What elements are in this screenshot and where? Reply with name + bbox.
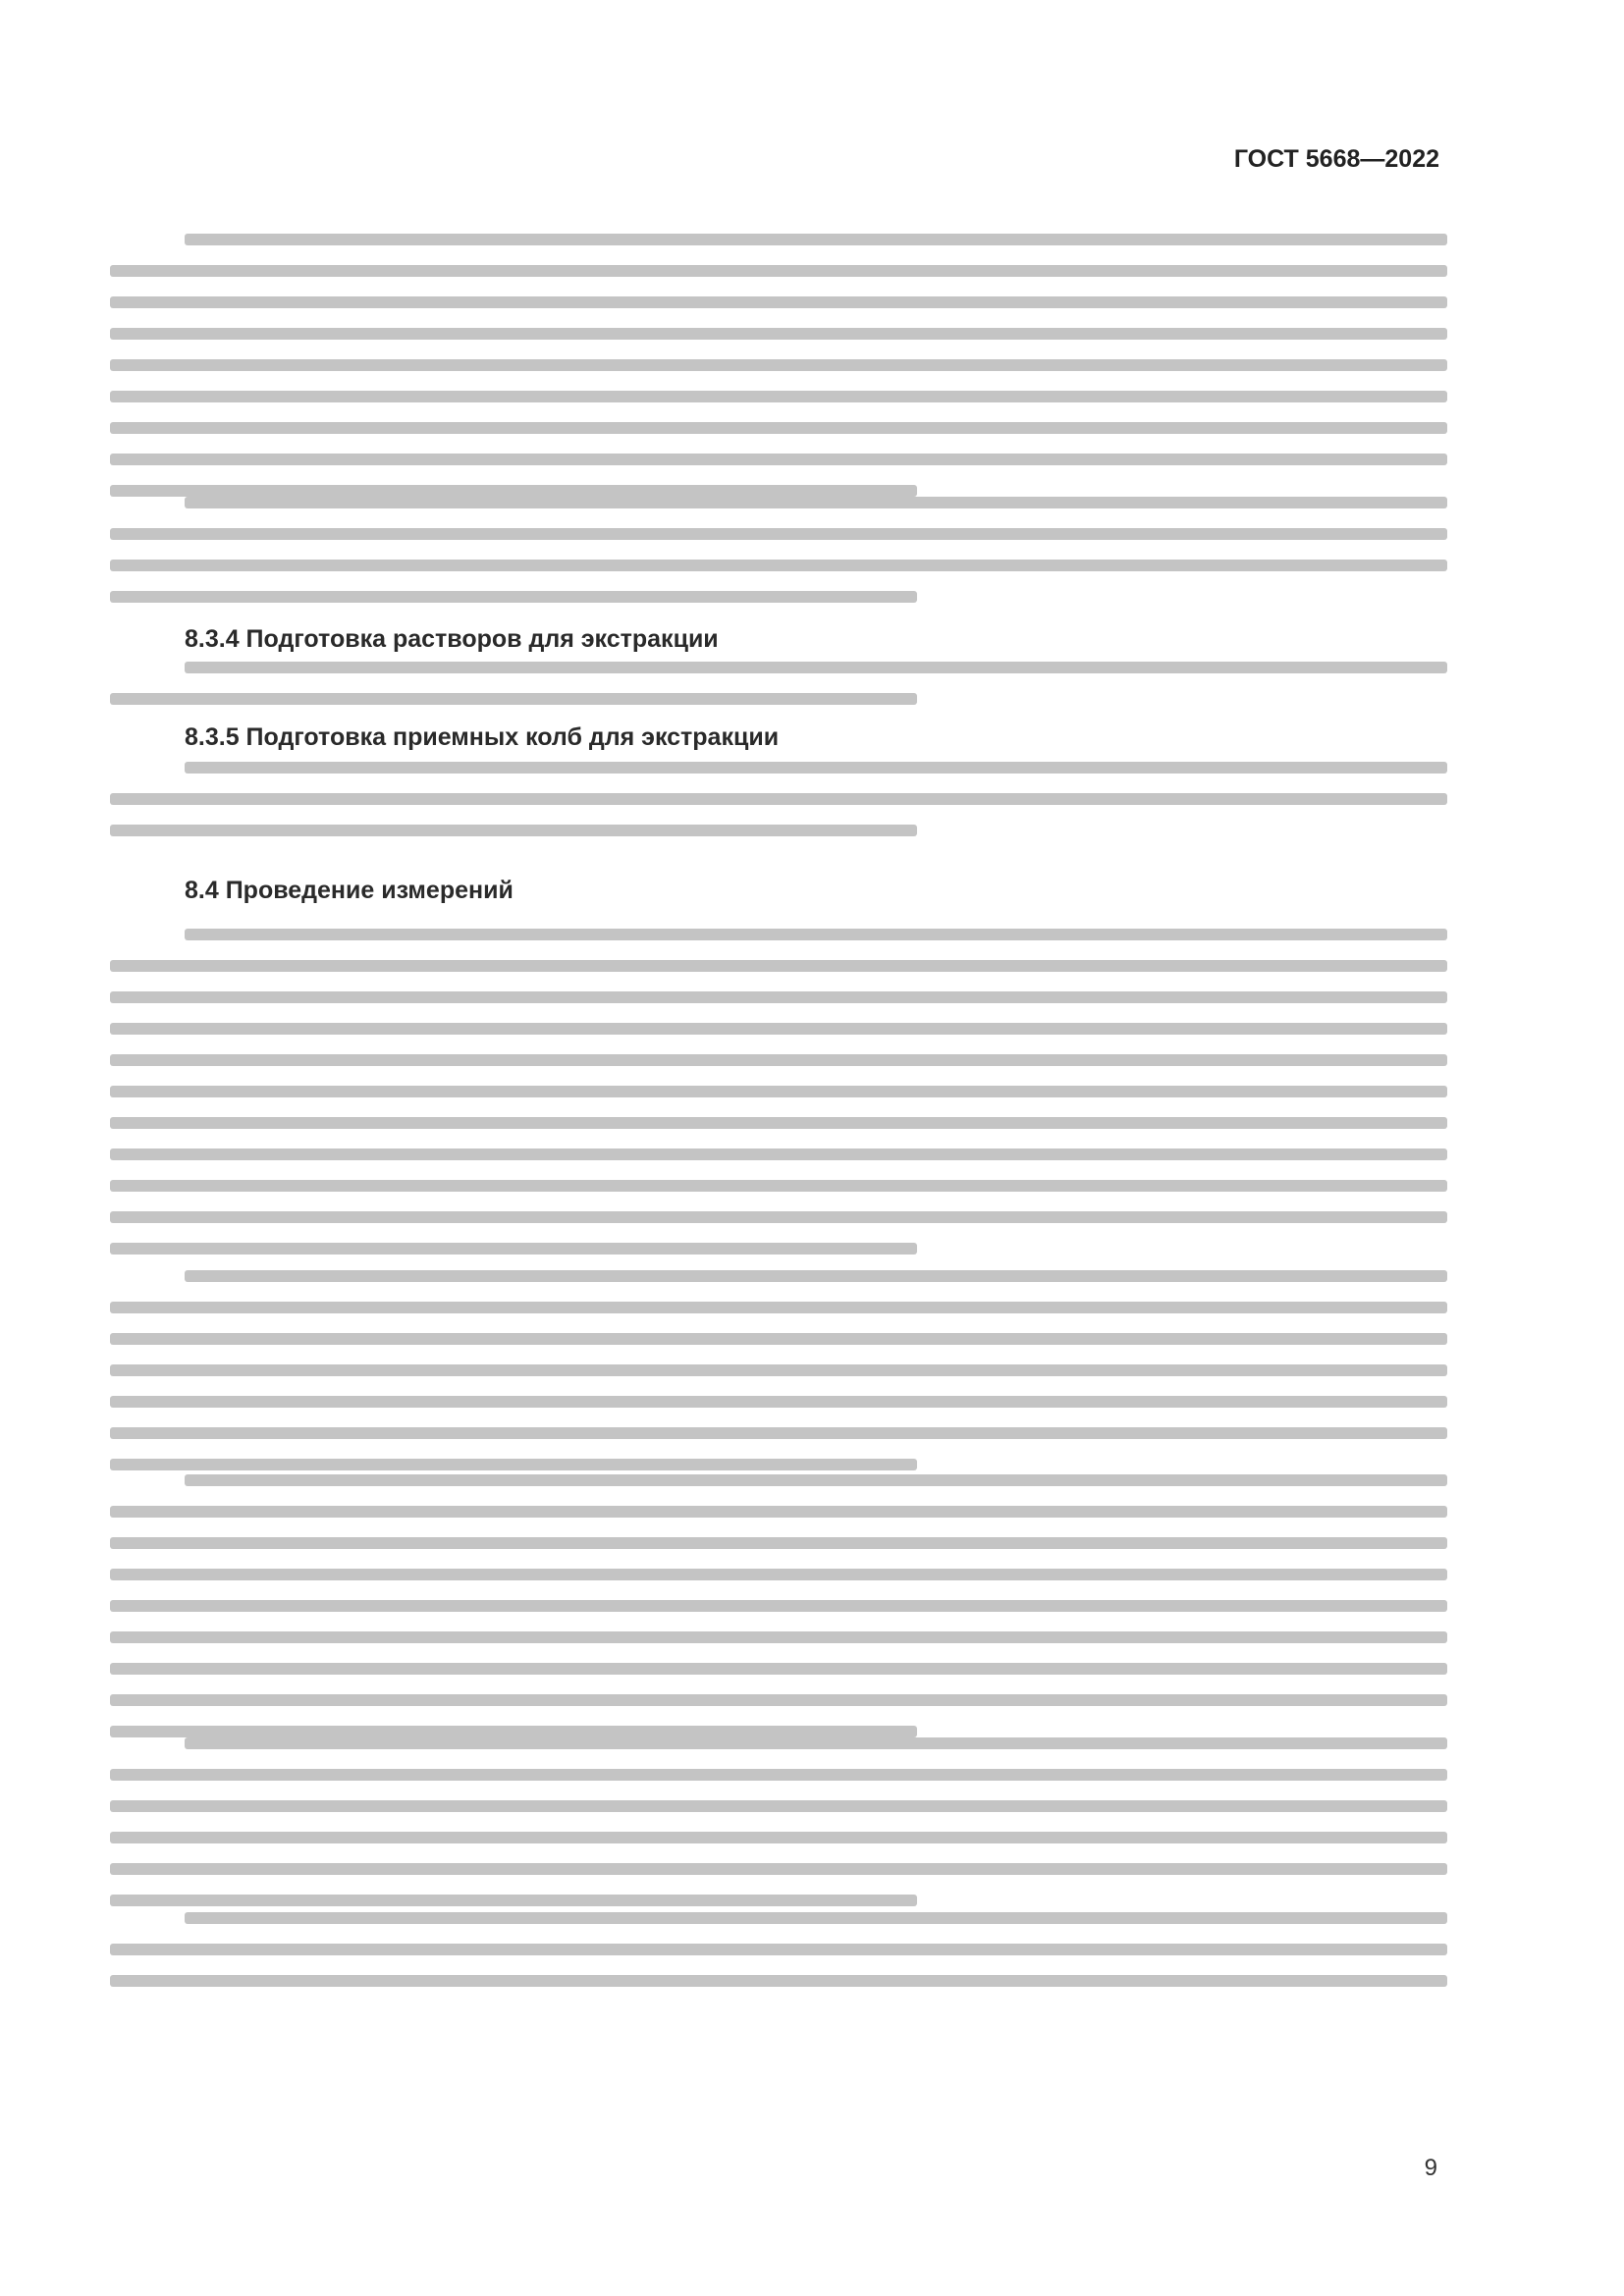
text-block [110, 497, 1447, 622]
section-heading: 8.3.4 Подготовка растворов для экстракции [185, 625, 719, 653]
text-block [110, 762, 1447, 856]
document-number: ГОСТ 5668—2022 [1233, 145, 1439, 173]
text-block [110, 662, 1447, 724]
text-block [110, 1912, 1447, 2006]
text-block [110, 929, 1447, 1274]
text-block [110, 1270, 1447, 1490]
text-block [110, 234, 1447, 516]
section-heading: 8.3.5 Подготовка приемных колб для экстракции [185, 723, 780, 751]
text-block [110, 1737, 1447, 1926]
section-heading: 8.4 Проведение измерений [185, 877, 514, 904]
page-number: 9 [1424, 2155, 1437, 2181]
text-block [110, 1474, 1447, 1757]
